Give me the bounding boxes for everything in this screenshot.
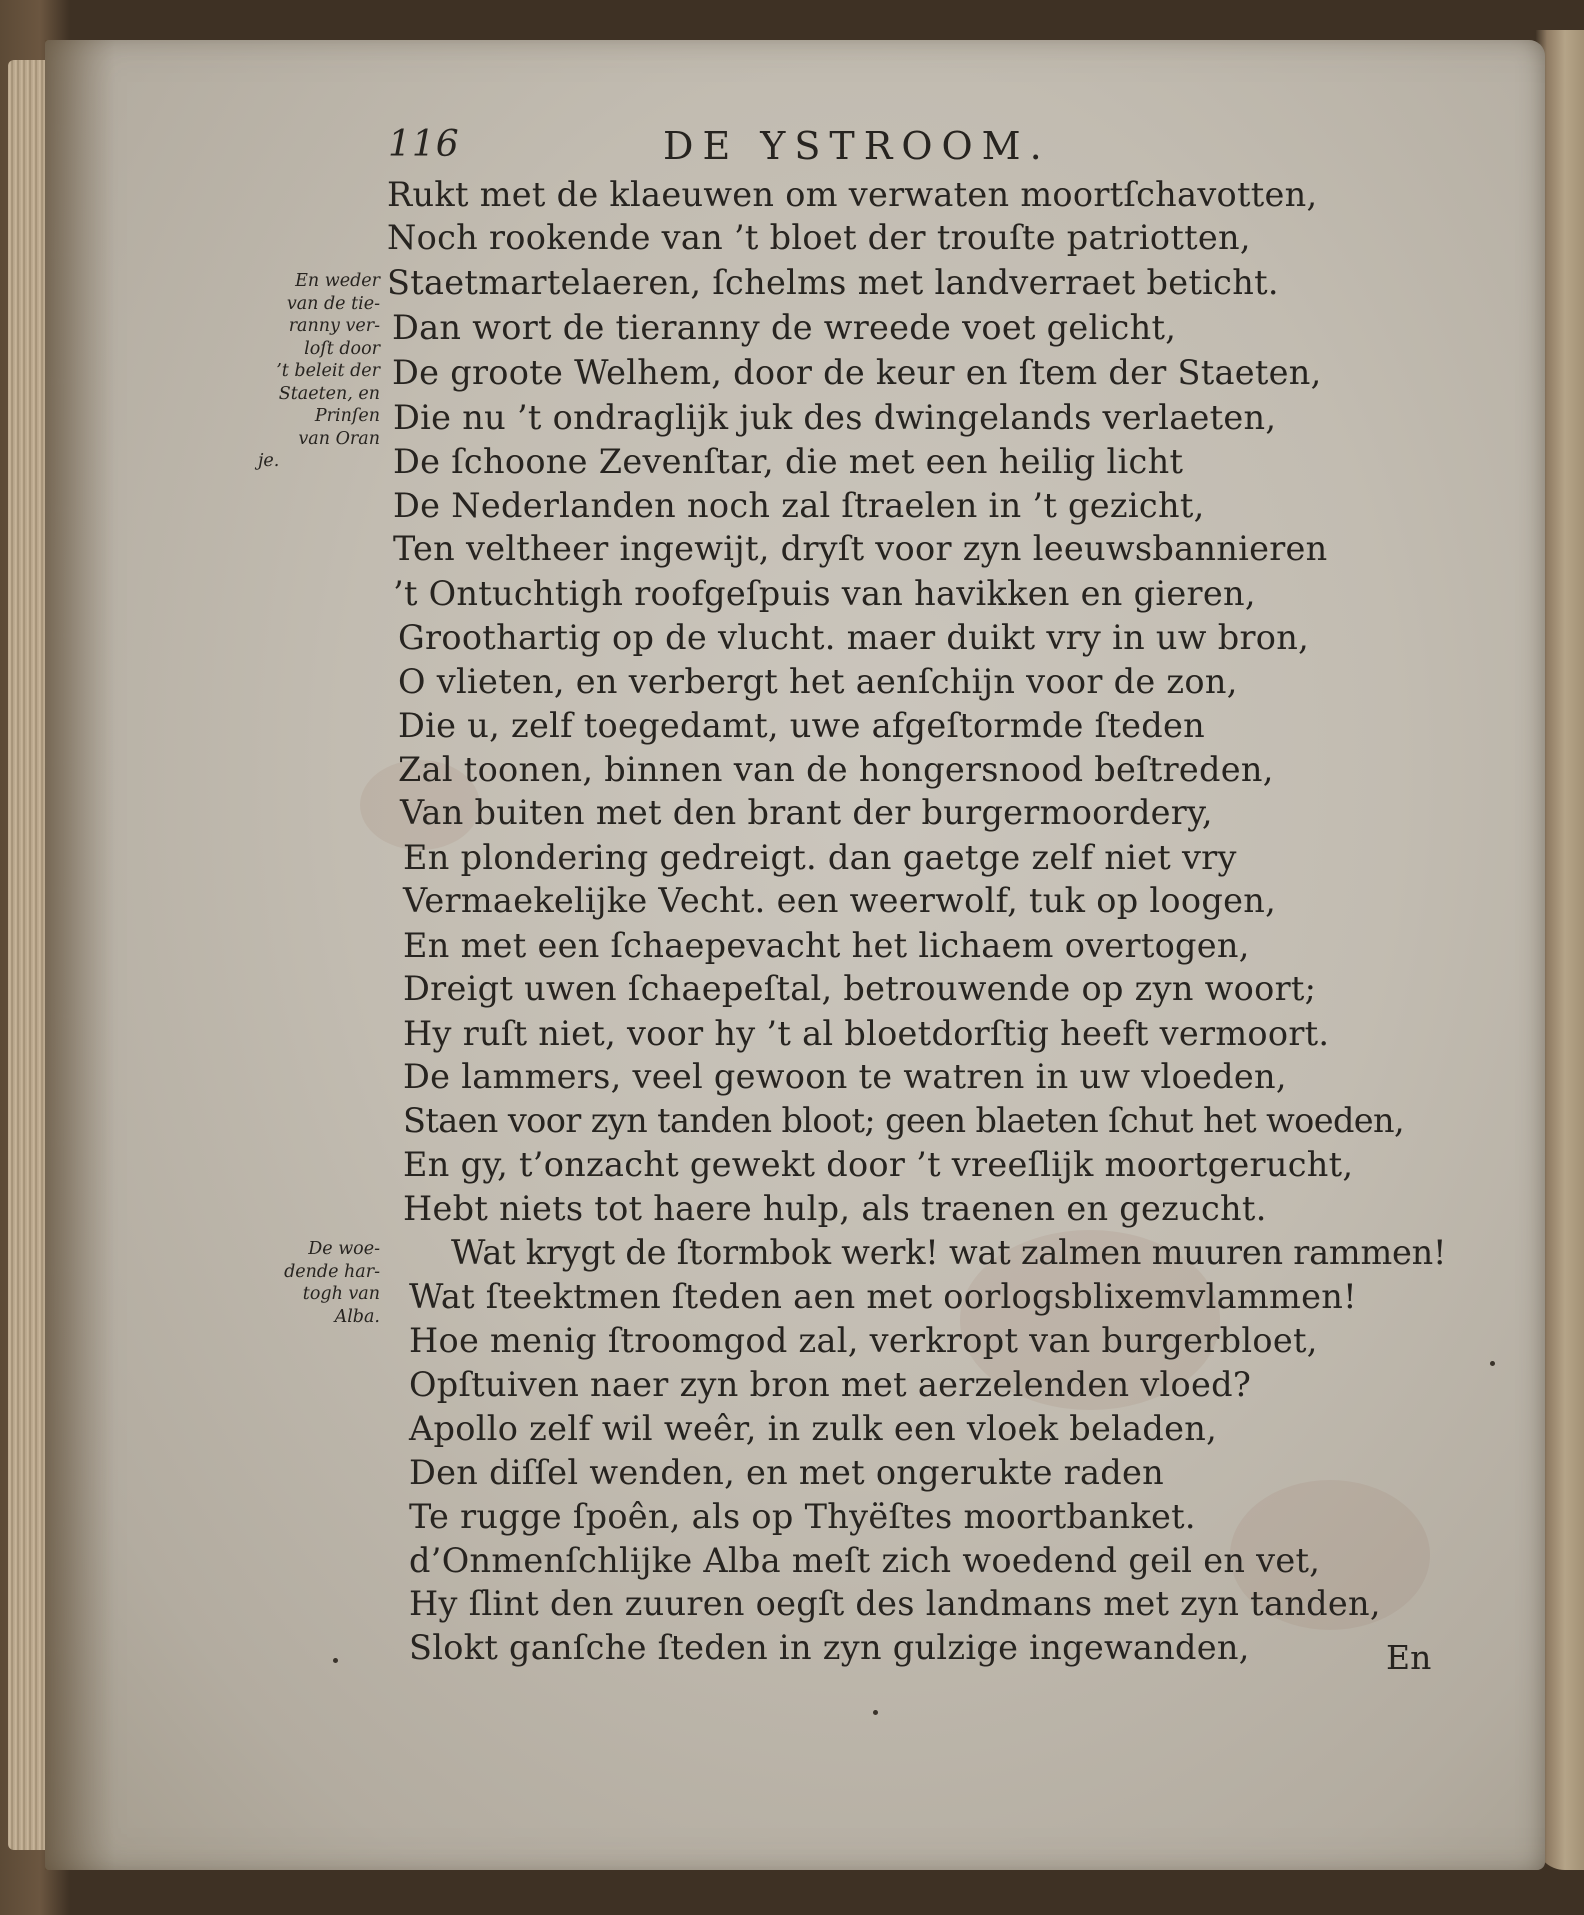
verse-line: Noch rookende van ’t bloet der trouſte patriotten, [387,218,1251,257]
verse-line: Groothartig op de vlucht. maer duikt vry in uw bron, [398,618,1310,657]
verse-line: Te rugge ſpoên, als op Thyëſtes moortbanket. [409,1497,1196,1536]
verse-line: O vlieten, en verbergt het aenſchijn voor de zon, [398,662,1238,701]
marginal-note-line: Staeten, en [278,383,380,404]
verse-line: Staetmartelaeren, ſchelms met landverraet beticht. [387,263,1279,302]
marginal-note-line: En weder [295,271,380,291]
marginal-note-line: De woe- [308,1239,380,1259]
marginal-note [270,1238,380,1328]
running-head: DE YSTROOM. [663,124,1051,168]
verse-line: Apollo zelf wil weêr, in zulk een vloek beladen, [409,1409,1218,1448]
verse-line: Dan wort de tieranny de wreede voet gelicht, [392,308,1177,347]
verse-line: En plondering gedreigt. dan gaetge zelf niet vry [403,838,1237,877]
verse-line: Zal toonen, binnen van de hongersnood beſtreden, [398,750,1274,789]
verse-line: Rukt met de klaeuwen om verwaten moortſchavotten, [387,175,1318,214]
marginal-note-line: togh van [302,1284,380,1304]
verse-line: Ten veltheer ingewijt, dryſt voor zyn leeuwsbannieren [393,529,1328,568]
marginal-note-line: ranny ver- [288,316,380,336]
marginal-note [236,270,380,473]
marginal-note-line: van Oran [298,428,380,449]
marginal-note-line: Prinſen [314,406,380,426]
verse-line: De Nederlanden noch zal ſtraelen in ’t gezicht, [393,486,1205,525]
marginal-note-line: ’t beleit der [276,361,380,381]
verse-line: Hy ruſt niet, voor hy ’t al bloetdorſtig heeft vermoort. [403,1014,1330,1053]
marginal-note-line: loſt door [304,338,380,359]
marginal-note-line: Alba. [334,1306,380,1327]
ink-speck [873,1710,878,1715]
marginal-note-line: van de tie- [286,293,380,314]
page-number: 116 [388,124,460,165]
marginal-note-line: je. [258,451,280,471]
verse-line: Staen voor zyn tanden bloot; geen blaeten ſchut het woeden, [403,1101,1405,1140]
verse-line: Hebt niets tot haere hulp, als traenen en gezucht. [403,1189,1267,1228]
verse-line: d’Onmenſchlijke Alba meſt zich woedend geil en vet, [409,1541,1321,1580]
verse-line: De ſchoone Zevenſtar, die met een heilig licht [393,442,1184,481]
verse-line: Van buiten met den brant der burgermoordery, [400,793,1213,832]
verse-line: De groote Welhem, door de keur en ſtem der Staeten, [392,353,1322,392]
verse-line: En gy, t’onzacht gewekt door ’t vreeſlijk moortgerucht, [403,1145,1354,1184]
verse-line: Die nu ’t ondraglijk juk des dwingelands verlaeten, [393,398,1277,437]
marginal-note-line: dende har- [284,1261,380,1282]
catchword: En [1386,1638,1432,1677]
verse-line: Hoe menig ſtroomgod zal, verkropt van burgerbloet, [409,1321,1318,1360]
verse-line: Dreigt uwen ſchaepeſtal, betrouwende op zyn woort; [403,969,1317,1008]
verse-line: Slokt ganſche ſteden in zyn gulzige ingewanden, [409,1628,1250,1667]
verse-line: Hy ſlint den zuuren oegſt des landmans met zyn tanden, [409,1584,1381,1623]
verse-line: Den diſſel wenden, en met ongerukte raden [409,1453,1164,1492]
verse-line: Die u, zelf toegedamt, uwe afgeſtormde ſteden [398,706,1205,745]
page-header [0,124,1584,174]
ink-speck [1490,1361,1495,1366]
ink-speck [333,1658,338,1663]
verse-line: Wat ſteektmen ſteden aen met oorlogsblixemvlammen! [409,1277,1357,1316]
verse-line: Vermaekelijke Vecht. een weerwolf, tuk op loogen, [403,881,1277,920]
verse-line: Opſtuiven naer zyn bron met aerzelenden vloed? [409,1365,1252,1404]
verse-line: Wat krygt de ſtormbok werk! wat zalmen muuren rammen! [451,1233,1447,1272]
verse-line: De lammers, veel gewoon te watren in uw vloeden, [403,1057,1287,1096]
verse-line: ’t Ontuchtigh roofgeſpuis van havikken en gieren, [393,574,1256,613]
verse-line: En met een ſchaepevacht het lichaem overtogen, [403,926,1250,965]
